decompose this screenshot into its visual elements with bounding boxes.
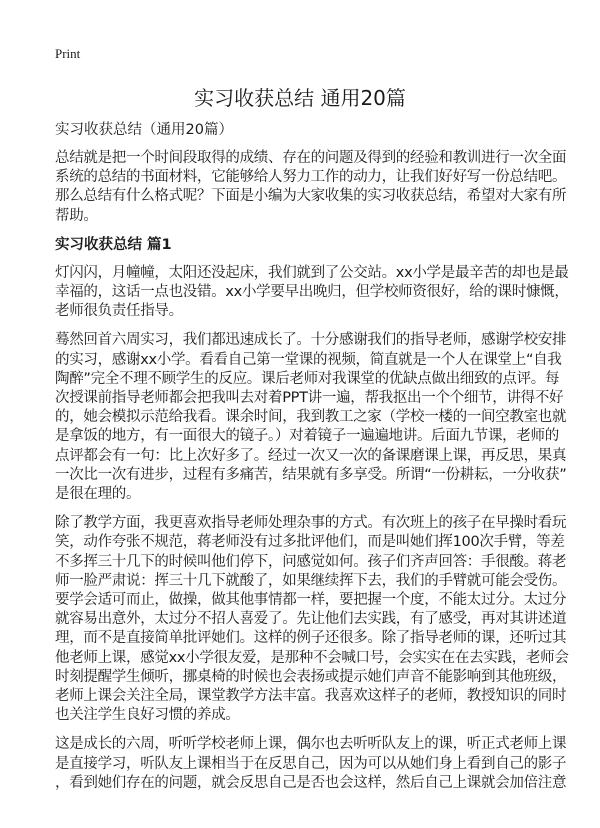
text-line: 就容易出意外，太过分不招人喜爱了。先让他们去实践，有了感受，再对其讲述道 <box>55 611 567 628</box>
text-line: 的实习，感谢xx小学。看看自己第一堂课的视频，简直就是一个人在课堂上“自我 <box>55 351 562 368</box>
document-body <box>55 121 569 803</box>
text-line: 理，而不是直接简单批评她们。这样的例子还很多。除了指导老师的课，还听过其 <box>55 630 567 647</box>
text-line: 除了教学方面，我更喜欢指导老师处理杂事的方式。有次班上的孩子在早操时看玩 <box>55 515 567 532</box>
text-line: 要学会适可而止，做操，做其他事情都一样，要把握一个度，不能太过分。太过分 <box>55 592 567 609</box>
body-paragraph <box>55 514 569 725</box>
intro-paragraph <box>55 149 567 226</box>
text-line: 老师很负责任指导。 <box>55 303 183 320</box>
text-line: 那么总结有什么格式呢？下面是小编为大家收集的实习收获总结，希望对大家有所 <box>55 188 567 205</box>
text-line: 这是成长的六周，听听学校老师上课，偶尔也去听听队友上的课，听正式老师上课 <box>55 736 567 753</box>
text-line: 灯闪闪，月幢幢，太阳还没起床，我们就到了公交站。xx小学是最辛苦的却也是最 <box>55 264 569 281</box>
text-line: 不多挥三十几下的时候叫他们停下，问感觉如何。孩子们齐声回答：手很酸。蒋老 <box>55 553 567 570</box>
text-line: 系统的总结的书面材料，它能够给人努力工作的动力，让我们好好写一份总结吧。 <box>55 169 567 186</box>
text-line: 次授课前指导老师都会把我叫去对着PPT讲一遍，帮我抠出一个个细节，讲得不好 <box>55 390 564 407</box>
text-line: 师一脸严肃说：挥三十几下就酸了，如果继续挥下去，我们的手臂就可能会受伤。 <box>55 572 567 589</box>
section-heading: 实习收获总结 篇1 <box>55 236 172 253</box>
text-line: 一次比一次有进步，过程有多痛苦，结果就有多享受。所谓“一份耕耘，一分收获” <box>55 466 567 483</box>
section-paragraphs <box>55 264 569 793</box>
text-line: 的，她会模拟示范给我看。课余时间，我到教工之家（学校一楼的一间空教室也就 <box>55 409 567 426</box>
text-line: 帮助。 <box>55 207 98 224</box>
text-line: 幸福的，这话一点也没错。xx小学要早出晚归，但学校师资很好，给的课时慷慨， <box>55 284 569 301</box>
page-title: 实习收获总结 通用20篇 <box>194 86 406 110</box>
text-line: 老师上课会关注全局，课堂教学方法丰富。我喜欢这样子的老师，教授知识的同时 <box>55 688 567 705</box>
text-line: 他老师上课，感觉xx小学很友爱，是那种不会喊口号，会实实在在去实践，老师会 <box>55 649 569 666</box>
text-line: 时刻提醒学生倾听，挪桌椅的时候也会表扬或提示她们声音不能影响到其他班级， <box>55 668 567 685</box>
text-line: 总结就是把一个时间段取得的成绩、存在的问题及得到的经验和教训进行一次全面 <box>55 150 567 166</box>
text-line: 是拿饭的地方，有一面很大的镜子。）对着镜子一遍遍地讲。后面九节课，老师的 <box>55 428 559 445</box>
text-line: 陶醉”完全不理不顾学生的反应。课后老师对我课堂的优缺点做出细致的点评。每 <box>55 370 560 387</box>
body-paragraph <box>55 264 569 322</box>
print-link[interactable]: Print <box>55 46 81 61</box>
body-paragraph <box>55 735 567 793</box>
text-line: 点评都会有一句：比上次好多了。经过一次又一次的备课磨课上课，再反思，果真 <box>55 447 567 464</box>
text-line: ，看到她们存在的问题，就会反思自己是否也会这样，然后自己上课就会加倍注意 <box>55 774 567 791</box>
text-line: 是很在理的。 <box>55 486 141 503</box>
text-line: 是直接学习，听队友上课相当于在反思自己，因为可以从她们身上看到自己的影子 <box>55 755 567 772</box>
document-subtitle: 实习收获总结（通用20篇） <box>55 122 233 138</box>
text-line: 笑，动作夸张不规范，蒋老师没有过多批评他们，而是叫她们挥100次手臂，等差 <box>55 534 565 551</box>
text-line: 也关注学生良好习惯的养成。 <box>55 707 240 724</box>
text-line: 蓦然回首六周实习，我们都迅速成长了。十分感谢我们的指导老师，感谢学校安排 <box>55 332 567 349</box>
body-paragraph <box>55 331 567 504</box>
